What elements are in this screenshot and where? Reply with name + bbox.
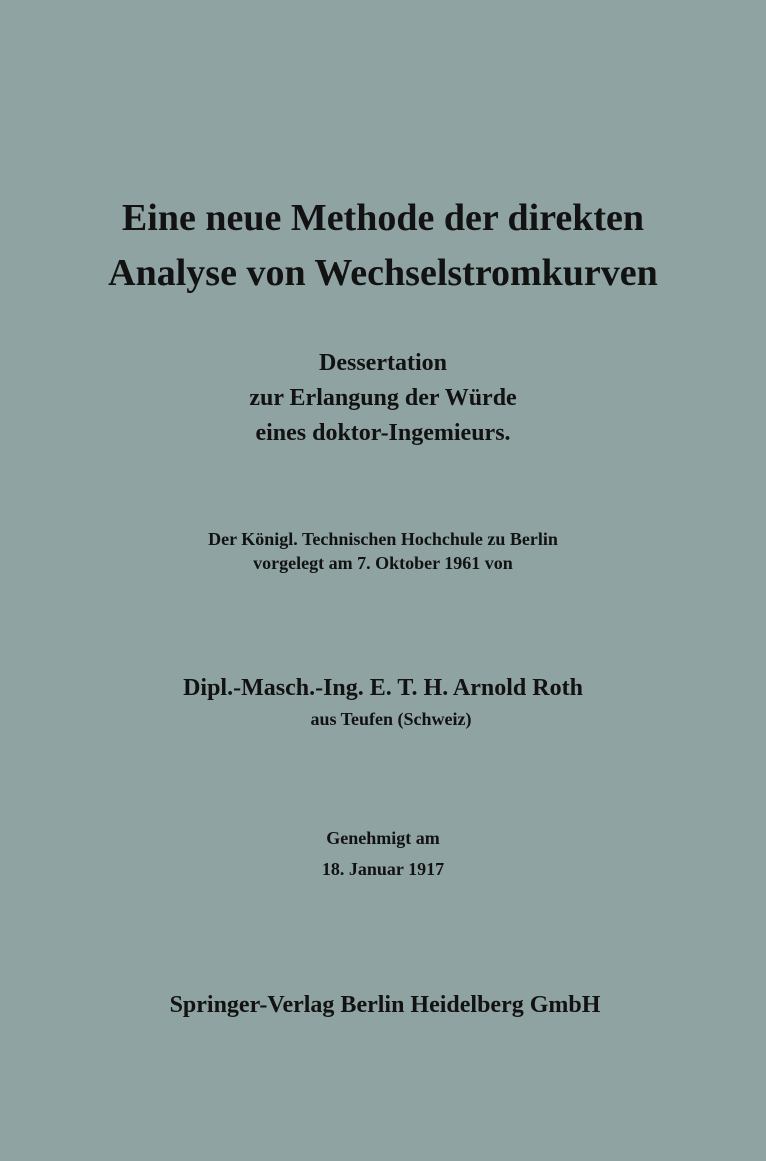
submission-line-1: Der Königl. Technischen Hochchule zu Berlin [208,529,558,549]
title-line-2: Analyse von Wechselstromkurven [108,252,658,294]
title-line-1: Eine neue Methode der direkten [121,197,645,239]
author-name: Dipl.-Masch.-Ing. E. T. H. Arnold Roth [183,675,583,701]
subtitle-line-1: Dessertation [319,350,447,376]
approval-date: 18. Januar 1917 [321,859,445,879]
submission-line-2: vorgelegt am 7. Oktober 1961 von [253,553,513,573]
approval-line-1: Genehmigt am [326,828,440,848]
subtitle-line-3: eines doktor-Ingemieurs. [255,420,511,446]
subtitle-line-2: zur Erlangung der Würde [249,385,517,411]
publisher-name: Springer-Verlag Berlin Heidelberg GmbH [169,992,601,1018]
author-origin: aus Teufen (Schweiz) [310,709,472,729]
